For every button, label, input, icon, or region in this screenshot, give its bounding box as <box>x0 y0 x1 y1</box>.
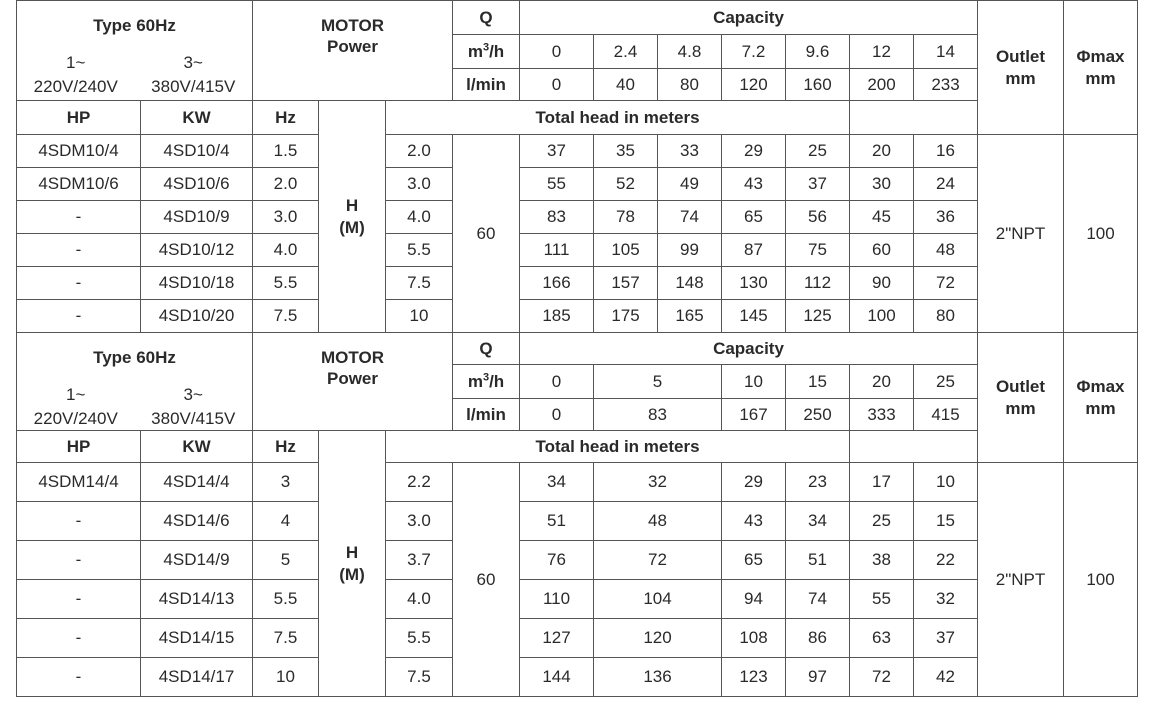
kw-value: 7.5 <box>386 267 453 300</box>
head-value: 45 <box>850 201 914 234</box>
model-single-phase: - <box>17 580 141 619</box>
lmin-value: 120 <box>722 69 786 101</box>
table-row <box>17 619 1138 658</box>
q-label: Q <box>453 333 520 365</box>
kw-value: 5.5 <box>386 234 453 267</box>
hz-header: Hz <box>253 101 319 135</box>
phimax-value: 100 <box>1064 463 1138 697</box>
outlet-header <box>978 1 1064 135</box>
head-value: 34 <box>520 463 594 502</box>
head-value: 72 <box>914 267 978 300</box>
head-value: 32 <box>914 580 978 619</box>
head-value: 74 <box>786 580 850 619</box>
model-single-phase: - <box>17 201 141 234</box>
head-value: 20 <box>850 135 914 168</box>
power-label: Power <box>326 369 379 389</box>
head-value: 97 <box>786 658 850 697</box>
hp-value: 4 <box>253 502 319 541</box>
q-label: Q <box>453 1 520 35</box>
m3h-value: 4.8 <box>658 35 722 69</box>
phase-1-label: 1~ <box>66 53 86 73</box>
m3h-unit-exponent: 3 <box>482 41 490 54</box>
voltage-line <box>17 408 252 429</box>
m3h-label <box>453 365 520 399</box>
head-value: 185 <box>520 300 594 333</box>
hp-value: 10 <box>253 658 319 697</box>
head-value: 175 <box>594 300 658 333</box>
m3h-unit-suffix: /h <box>489 41 505 61</box>
phimax-unit: mm <box>1085 398 1116 418</box>
outlet-label: Outlet <box>995 47 1046 67</box>
lmin-value: 0 <box>520 69 594 101</box>
head-value: 29 <box>722 135 786 168</box>
m3h-value: 14 <box>914 35 978 69</box>
head-value: 125 <box>786 300 850 333</box>
head-value: 90 <box>850 267 914 300</box>
head-value: 55 <box>850 580 914 619</box>
head-value: 157 <box>594 267 658 300</box>
lmin-label: l/min <box>453 69 520 101</box>
head-value: 23 <box>786 463 850 502</box>
kw-value: 2.0 <box>386 135 453 168</box>
head-value: 36 <box>914 201 978 234</box>
head-value: 104 <box>594 580 722 619</box>
head-value: 63 <box>850 619 914 658</box>
model-three-phase: 4SD10/4 <box>141 135 253 168</box>
table-row <box>17 201 1138 234</box>
model-three-phase: 4SD14/9 <box>141 541 253 580</box>
phimax-unit: mm <box>1085 68 1116 88</box>
voltage-3-label: 380V/415V <box>151 76 236 96</box>
motor-power-header <box>253 1 453 101</box>
outlet-unit: mm <box>1005 68 1036 88</box>
head-value: 111 <box>520 234 594 267</box>
kw-value: 7.5 <box>386 658 453 697</box>
phase-1-label: 1~ <box>66 385 86 405</box>
model-single-phase: 4SDM14/4 <box>17 463 141 502</box>
phase-line <box>17 52 252 73</box>
model-single-phase: 4SDM10/4 <box>17 135 141 168</box>
lmin-value: 250 <box>786 399 850 431</box>
m3h-unit-m: m <box>467 371 483 391</box>
h-label: H <box>345 196 359 216</box>
m3h-value: 0 <box>520 365 594 399</box>
table-row <box>17 541 1138 580</box>
hz-value: 60 <box>453 135 520 333</box>
model-single-phase: - <box>17 658 141 697</box>
head-value: 94 <box>722 580 786 619</box>
head-value: 148 <box>658 267 722 300</box>
head-value: 16 <box>914 135 978 168</box>
head-value: 51 <box>520 502 594 541</box>
m3h-value: 25 <box>914 365 978 399</box>
m3h-unit-exponent: 3 <box>482 371 490 384</box>
model-three-phase: 4SD14/6 <box>141 502 253 541</box>
type-header <box>17 1 253 101</box>
model-three-phase: 4SD10/9 <box>141 201 253 234</box>
lmin-value: 0 <box>520 399 594 431</box>
head-value: 48 <box>594 502 722 541</box>
phase-3-label: 3~ <box>183 53 203 73</box>
lmin-value: 83 <box>594 399 722 431</box>
head-value: 99 <box>658 234 722 267</box>
m3h-value: 7.2 <box>722 35 786 69</box>
model-single-phase: - <box>17 541 141 580</box>
head-value: 37 <box>914 619 978 658</box>
model-three-phase: 4SD14/15 <box>141 619 253 658</box>
lmin-value: 80 <box>658 69 722 101</box>
phimax-label: Φmax <box>1076 377 1125 397</box>
hp-value: 7.5 <box>253 619 319 658</box>
head-h-label <box>319 431 386 697</box>
m3h-unit-m: m <box>467 41 483 61</box>
m3h-value: 10 <box>722 365 786 399</box>
head-value: 55 <box>520 168 594 201</box>
lmin-value: 415 <box>914 399 978 431</box>
model-single-phase: - <box>17 267 141 300</box>
head-value: 34 <box>786 502 850 541</box>
head-value: 65 <box>722 201 786 234</box>
hp-value: 7.5 <box>253 300 319 333</box>
lmin-value: 233 <box>914 69 978 101</box>
head-value: 15 <box>914 502 978 541</box>
head-value: 51 <box>786 541 850 580</box>
model-single-phase: 4SDM10/6 <box>17 168 141 201</box>
head-value: 25 <box>850 502 914 541</box>
phimax-header <box>1064 333 1138 463</box>
head-value: 105 <box>594 234 658 267</box>
outlet-unit: mm <box>1005 398 1036 418</box>
head-value: 32 <box>594 463 722 502</box>
hp-value: 3.0 <box>253 201 319 234</box>
hp-value: 2.0 <box>253 168 319 201</box>
m-label: (M) <box>339 217 365 237</box>
head-value: 127 <box>520 619 594 658</box>
m3h-value: 15 <box>786 365 850 399</box>
phimax-header <box>1064 1 1138 135</box>
pump-spec-sheet <box>16 0 1138 697</box>
head-value: 43 <box>722 168 786 201</box>
head-value: 165 <box>658 300 722 333</box>
table-row <box>17 168 1138 201</box>
model-three-phase: 4SD10/20 <box>141 300 253 333</box>
head-value: 25 <box>786 135 850 168</box>
head-value: 166 <box>520 267 594 300</box>
hp-value: 1.5 <box>253 135 319 168</box>
outlet-label: Outlet <box>995 377 1046 397</box>
m3h-label <box>453 35 520 69</box>
m-label: (M) <box>339 564 365 584</box>
head-value: 42 <box>914 658 978 697</box>
table-row <box>17 234 1138 267</box>
head-value: 100 <box>850 300 914 333</box>
hp-value: 5 <box>253 541 319 580</box>
type-header <box>17 333 253 431</box>
header-row-units <box>17 101 1138 135</box>
motor-label: MOTOR <box>321 16 384 35</box>
head-value: 78 <box>594 201 658 234</box>
outlet-value: 2"NPT <box>978 135 1064 333</box>
model-three-phase: 4SD14/13 <box>141 580 253 619</box>
m3h-value: 2.4 <box>594 35 658 69</box>
kw-value: 3.0 <box>386 502 453 541</box>
model-single-phase: - <box>17 300 141 333</box>
head-value: 136 <box>594 658 722 697</box>
phase-3-label: 3~ <box>183 385 203 405</box>
table-row <box>17 135 1138 168</box>
head-value: 49 <box>658 168 722 201</box>
hp-value: 4.0 <box>253 234 319 267</box>
head-value: 10 <box>914 463 978 502</box>
model-three-phase: 4SD10/12 <box>141 234 253 267</box>
head-value: 43 <box>722 502 786 541</box>
model-three-phase: 4SD10/18 <box>141 267 253 300</box>
lmin-value: 160 <box>786 69 850 101</box>
head-value: 83 <box>520 201 594 234</box>
table-section-2 <box>17 333 1138 697</box>
head-value: 123 <box>722 658 786 697</box>
type-label: Type 60Hz <box>93 348 176 367</box>
hp-value: 5.5 <box>253 267 319 300</box>
kw-value: 3.7 <box>386 541 453 580</box>
lmin-value: 200 <box>850 69 914 101</box>
outlet-value: 2"NPT <box>978 463 1064 697</box>
kw-value: 4.0 <box>386 580 453 619</box>
kw-value: 2.2 <box>386 463 453 502</box>
head-value: 112 <box>786 267 850 300</box>
kw-value: 5.5 <box>386 619 453 658</box>
m3h-value: 0 <box>520 35 594 69</box>
head-value: 52 <box>594 168 658 201</box>
total-head-label: Total head in meters <box>386 431 850 463</box>
head-h-label <box>319 101 386 333</box>
head-value: 130 <box>722 267 786 300</box>
head-value: 74 <box>658 201 722 234</box>
head-value: 87 <box>722 234 786 267</box>
capacity-label: Capacity <box>520 1 978 35</box>
head-value: 24 <box>914 168 978 201</box>
total-head-label: Total head in meters <box>386 101 850 135</box>
h-label: H <box>345 543 359 563</box>
table-row <box>17 502 1138 541</box>
pump-spec-table <box>16 0 1138 697</box>
model-three-phase: 4SD14/4 <box>141 463 253 502</box>
kw-header: KW <box>141 431 253 463</box>
head-value: 120 <box>594 619 722 658</box>
lmin-label: l/min <box>453 399 520 431</box>
voltage-1-label: 220V/240V <box>33 408 118 428</box>
model-three-phase: 4SD14/17 <box>141 658 253 697</box>
voltage-1-label: 220V/240V <box>33 76 118 96</box>
head-value: 65 <box>722 541 786 580</box>
head-value: 37 <box>786 168 850 201</box>
head-value: 86 <box>786 619 850 658</box>
phimax-label: Φmax <box>1076 47 1125 67</box>
capacity-label: Capacity <box>520 333 978 365</box>
model-single-phase: - <box>17 502 141 541</box>
header-row-units <box>17 431 1138 463</box>
table-row <box>17 267 1138 300</box>
table-row <box>17 580 1138 619</box>
head-value: 108 <box>722 619 786 658</box>
kw-value: 4.0 <box>386 201 453 234</box>
head-value: 72 <box>594 541 722 580</box>
kw-header: KW <box>141 101 253 135</box>
hz-header: Hz <box>253 431 319 463</box>
m3h-value: 12 <box>850 35 914 69</box>
hp-value: 5.5 <box>253 580 319 619</box>
phase-line <box>17 384 252 405</box>
table-section-1 <box>17 1 1138 333</box>
head-value: 56 <box>786 201 850 234</box>
voltage-line <box>17 76 252 97</box>
head-value: 145 <box>722 300 786 333</box>
type-label: Type 60Hz <box>93 16 176 35</box>
header-row-q <box>17 333 1138 365</box>
model-three-phase: 4SD10/6 <box>141 168 253 201</box>
outlet-header <box>978 333 1064 463</box>
head-value: 144 <box>520 658 594 697</box>
m3h-value: 9.6 <box>786 35 850 69</box>
head-value: 22 <box>914 541 978 580</box>
m3h-value: 5 <box>594 365 722 399</box>
kw-value: 3.0 <box>386 168 453 201</box>
hp-value: 3 <box>253 463 319 502</box>
head-value: 75 <box>786 234 850 267</box>
head-value: 48 <box>914 234 978 267</box>
header-row-q <box>17 1 1138 35</box>
table-row <box>17 300 1138 333</box>
head-value: 60 <box>850 234 914 267</box>
model-single-phase: - <box>17 619 141 658</box>
lmin-value: 333 <box>850 399 914 431</box>
m3h-value: 20 <box>850 365 914 399</box>
head-value: 37 <box>520 135 594 168</box>
power-label: Power <box>326 37 379 57</box>
head-value: 30 <box>850 168 914 201</box>
model-single-phase: - <box>17 234 141 267</box>
head-value: 17 <box>850 463 914 502</box>
motor-label: MOTOR <box>321 348 384 367</box>
hp-header: HP <box>17 101 141 135</box>
head-value: 76 <box>520 541 594 580</box>
table-row <box>17 463 1138 502</box>
head-value: 35 <box>594 135 658 168</box>
m3h-unit-suffix: /h <box>489 371 505 391</box>
phimax-value: 100 <box>1064 135 1138 333</box>
head-value: 38 <box>850 541 914 580</box>
head-value: 110 <box>520 580 594 619</box>
kw-value: 10 <box>386 300 453 333</box>
lmin-value: 167 <box>722 399 786 431</box>
motor-power-header <box>253 333 453 431</box>
table-row <box>17 658 1138 697</box>
head-value: 72 <box>850 658 914 697</box>
lmin-value: 40 <box>594 69 658 101</box>
voltage-3-label: 380V/415V <box>151 408 236 428</box>
head-value: 29 <box>722 463 786 502</box>
head-value: 33 <box>658 135 722 168</box>
head-value: 80 <box>914 300 978 333</box>
hz-value: 60 <box>453 463 520 697</box>
hp-header: HP <box>17 431 141 463</box>
